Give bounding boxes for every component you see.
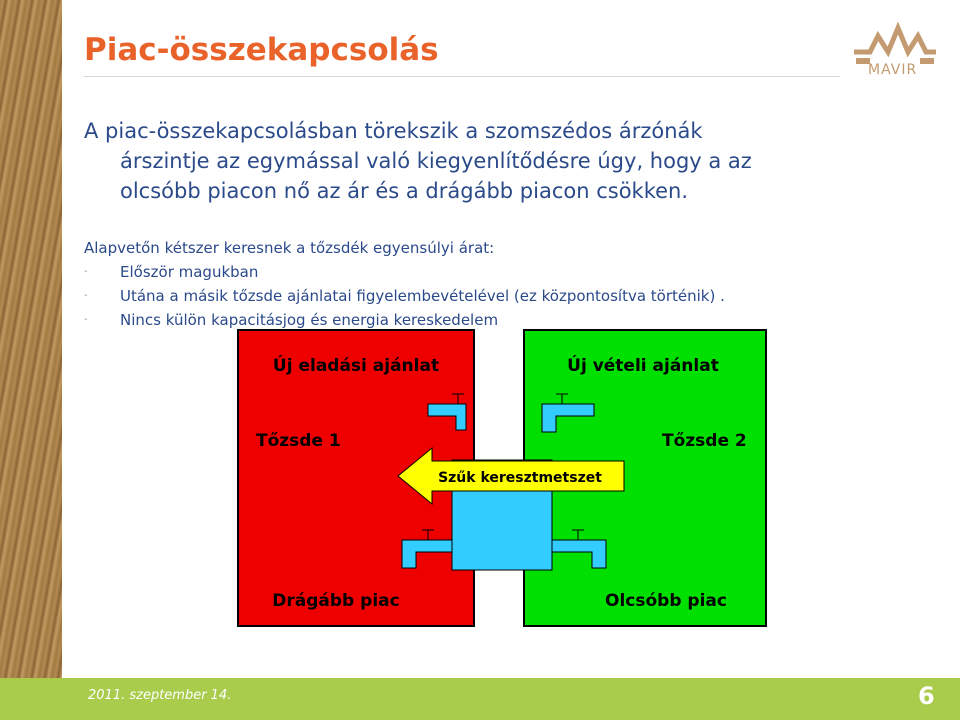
intro-line-1: A piac-összekapcsolásban törekszik a szomszédos árzónák: [84, 119, 703, 143]
list-item-text: Utána a másik tőzsde ajánlatai figyelembevételével (ez központosítva történik) .: [120, 287, 725, 305]
exchange-2-bottom-label: Olcsóbb piac: [605, 591, 727, 611]
bullet-dash: -: [84, 290, 88, 301]
list-item: [84, 284, 884, 308]
logo-text: MAVIR: [868, 62, 918, 78]
exchange-2-top-label: Új vételi ajánlat: [567, 356, 719, 376]
exchange-1-top-label: Új eladási ajánlat: [272, 356, 440, 376]
bullet-dash: -: [84, 314, 88, 325]
footer-date: 2011. szeptember 14.: [88, 688, 232, 703]
exchange-1-name: Tőzsde 1: [256, 431, 341, 451]
list-item: [84, 308, 884, 332]
sub-heading: Alapvetőn kétszer keresnek a tőzsdék egyensúlyi árat:: [84, 239, 495, 257]
exchange-2-name: Tőzsde 2: [662, 431, 747, 451]
title-divider: [84, 76, 840, 77]
intro-line-2: árszintje az egymással való kiegyenlítődésre úgy, hogy a az: [120, 149, 752, 173]
slide-content-area: [62, 0, 960, 678]
sub-list: [84, 236, 884, 332]
intro-paragraph: [84, 116, 864, 206]
left-decorative-texture: [0, 0, 62, 720]
page-number: 6: [918, 682, 935, 710]
bullet-dash: -: [84, 266, 88, 277]
list-item-text: Először magukban: [120, 263, 259, 281]
bottleneck-label: Szűk keresztmetszet: [438, 470, 602, 486]
exchange-1-bottom-label: Drágább piac: [272, 591, 400, 611]
list-item-text: Nincs külön kapacitásjog és energia kereskedelem: [120, 311, 499, 329]
list-item: [84, 260, 884, 284]
slide-title: Piac-összekapcsolás: [84, 32, 439, 68]
intro-line-3: olcsóbb piacon nő az ár és a drágább piacon csökken.: [120, 179, 689, 203]
